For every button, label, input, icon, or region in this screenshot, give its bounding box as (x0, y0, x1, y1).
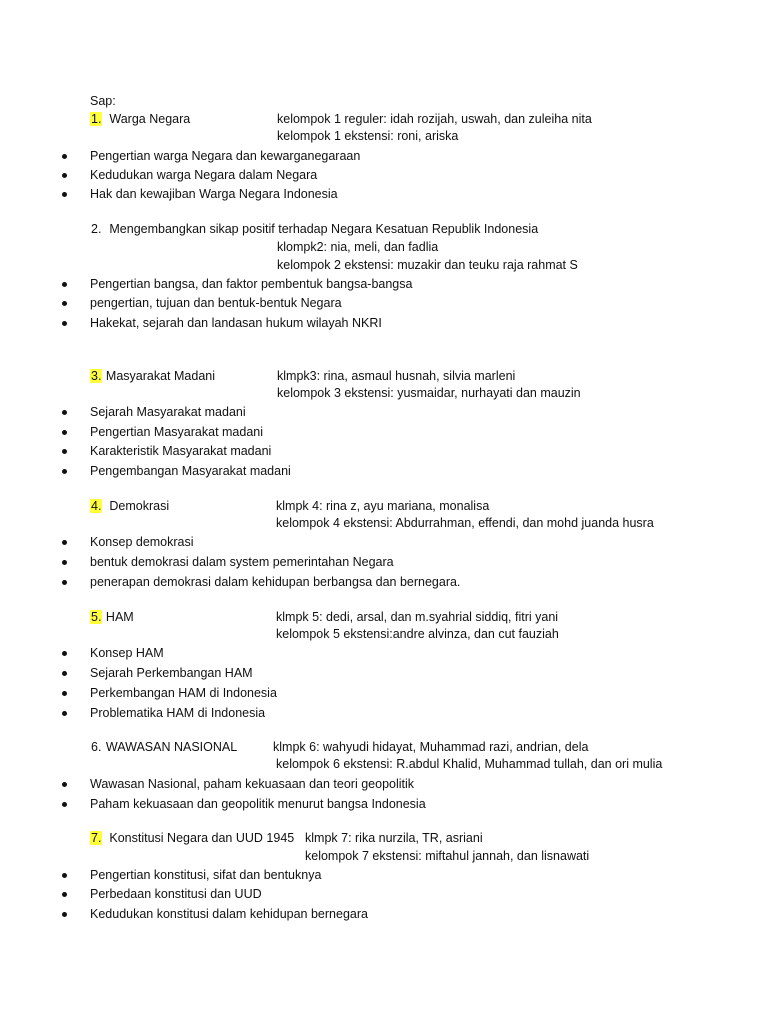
bullet-icon (62, 912, 67, 917)
section-number: 7. (91, 831, 102, 845)
bullet-icon (62, 540, 67, 545)
group-extension: kelompok 1 ekstensi: roni, ariska (277, 129, 459, 143)
section-2-heading (90, 221, 538, 237)
section-title: Warga Negara (109, 112, 191, 126)
group-regular: klompk2: nia, meli, dan fadlia (277, 240, 439, 254)
bullet-icon (62, 671, 67, 676)
bullet-icon (62, 711, 67, 716)
bullet-icon (62, 580, 67, 585)
section-number: 5. (91, 610, 102, 624)
section-title: WAWASAN NASIONAL (105, 740, 238, 754)
section-number: 2. (91, 222, 102, 236)
bullet-icon (62, 469, 67, 474)
section-title: Demokrasi (109, 499, 170, 513)
bullet-icon (62, 192, 67, 197)
section-title: Mengembangkan sikap positif terhadap Negara Kesatuan Republik Indonesia (109, 222, 539, 236)
bullet-icon (62, 154, 67, 159)
sap-label: Sap: (90, 94, 116, 108)
section-title: Konstitusi Negara dan UUD 1945 (109, 831, 295, 845)
bullet-icon (62, 410, 67, 415)
group-regular: klmpk 4: rina z, ayu mariana, monalisa (276, 499, 490, 513)
section-number: 6. (91, 740, 102, 754)
group-regular: klmpk3: rina, asmaul husnah, silvia marleni (277, 369, 516, 383)
section-4-heading (90, 498, 169, 514)
section-7-heading (90, 830, 294, 846)
group-regular: klmpk 6: wahyudi hidayat, Muhammad razi, andrian, dela (273, 740, 589, 754)
document-page: Sap: 1. Warga Negara kelompok 1 reguler: idah rozijah, uswah, dan zuleiha nita kelompok 1 ekstensi: roni, ariska Pengertian warga Negara dan kewarganegaraan Kedudukan warga Negara dalam Negara Hak dan kewajiban Warga Negara Indonesia 2. Mengembangkan sikap positif terhadap Negara Kesatuan Republik Indonesia klompk2: nia, meli, dan fadlia kelompok 2 ekstensi: muzakir dan teuku raja rahmat S Pengertian bangsa, dan faktor pembentuk bangsa-bangsa pengertian, tujuan dan bentuk-bentuk Negara Hakekat, sejarah dan landasan hukum wilayah NKRI 3. Masyarakat Madani klmpk3: rina, asmaul husnah, silvia marleni kelompok 3 ekstensi: yusmaidar, nurhayati dan mauzin Sejarah Masyarakat madani Pengertian Masyarakat madani Karakteristik Masyarakat madani Pengembangan Masyarakat madani 4. Demokrasi klmpk 4: rina z, ayu mariana, monalisa kelompok 4 ekstensi: Abdurrahman, effendi, dan mohd juanda husra Konsep demokrasi bentuk demokrasi dalam system pemerintahan Negara penerapan demokrasi dalam kehidupan berbangsa dan bernegara. 5. HAM klmpk 5: dedi, arsal, dan m.syahrial siddiq, fitri yani kelompok 5 ekstensi:andre alvinza, dan cut fauziah Konsep HAM Sejarah Perkembangan HAM Perkembangan HAM di Indonesia Problematika HAM di Indonesia 6. WAWASAN NASIONAL klmpk 6: wahyudi hidayat, Muhammad razi, andrian, dela kelompok 6 ekstensi: R.abdul Khalid, Muhammad tullah, dan ori mulia Wawasan Nasional, paham kekuasaan dan teori geopolitik Paham kekuasaan dan geopolitik menurut bangsa Indonesia 7. Konstitusi Negara dan UUD 1945 klmpk 7: rika nurzila, TR, asriani kelompok 7 ekstensi: miftahul jannah, dan lisnawati Pengertian konstitusi, sifat dan bentuknya Perbedaan konstitusi dan UUD Kedudukan konstitusi dalam kehidupan bernegara (0, 0, 768, 1024)
bullet-icon (62, 321, 67, 326)
section-number: 4. (91, 499, 102, 513)
bullet-icon (62, 560, 67, 565)
group-extension: kelompok 3 ekstensi: yusmaidar, nurhayati dan mauzin (277, 386, 581, 400)
bullet-icon (62, 173, 67, 178)
section-5-heading (90, 609, 134, 625)
section-title: HAM (105, 610, 134, 624)
section-number: 3. (91, 369, 102, 383)
bullet-icon (62, 691, 67, 696)
group-extension: kelompok 5 ekstensi:andre alvinza, dan cut fauziah (276, 627, 559, 641)
group-regular: kelompok 1 reguler: idah rozijah, uswah, dan zuleiha nita (277, 112, 592, 126)
bullet-icon (62, 282, 67, 287)
group-extension: kelompok 4 ekstensi: Abdurrahman, effendi, dan mohd juanda husra (276, 516, 654, 530)
bullet-icon (62, 802, 67, 807)
group-regular: klmpk 7: rika nurzila, TR, asriani (305, 831, 483, 845)
group-extension: kelompok 7 ekstensi: miftahul jannah, dan lisnawati (305, 849, 590, 863)
bullet-icon (62, 892, 67, 897)
group-extension: kelompok 2 ekstensi: muzakir dan teuku raja rahmat S (277, 258, 578, 272)
section-3-heading (90, 368, 215, 384)
bullet-icon (62, 430, 67, 435)
bullet-icon (62, 449, 67, 454)
group-regular: klmpk 5: dedi, arsal, dan m.syahrial siddiq, fitri yani (276, 610, 559, 624)
section-6-heading (90, 739, 237, 755)
section-number: 1. (91, 112, 102, 126)
bullet-icon (62, 651, 67, 656)
bullet-icon (62, 782, 67, 787)
section-title: Masyarakat Madani (105, 369, 215, 383)
bullet-icon (62, 301, 67, 306)
group-extension: kelompok 6 ekstensi: R.abdul Khalid, Muhammad tullah, dan ori mulia (276, 757, 663, 771)
section-1-heading (90, 111, 190, 127)
bullet-icon (62, 873, 67, 878)
